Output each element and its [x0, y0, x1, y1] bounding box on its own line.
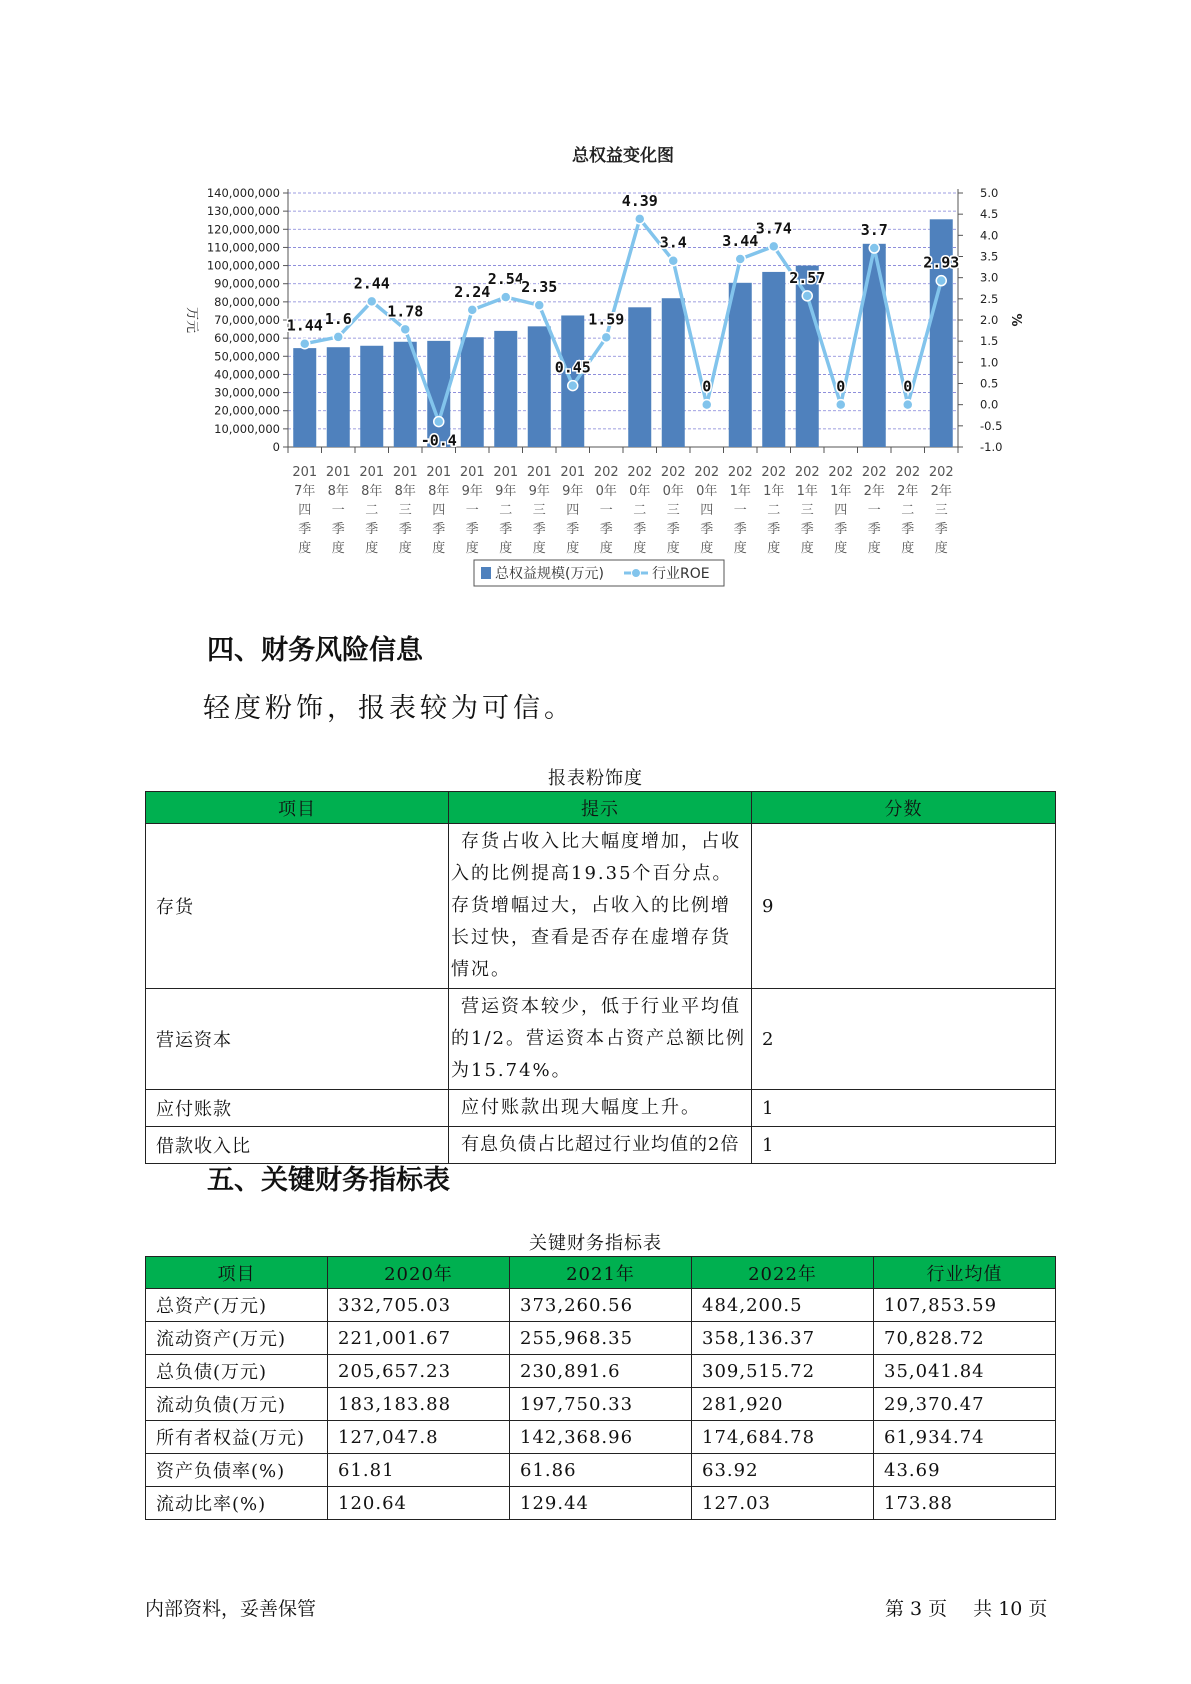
roe-data-label: 4.39: [621, 191, 658, 210]
x-tick-label: 0年: [595, 484, 617, 499]
x-tick-label: 度: [901, 541, 915, 556]
roe-point: [702, 400, 712, 410]
x-tick-label: 一: [331, 503, 345, 518]
x-tick-label: 季: [767, 522, 781, 537]
x-tick-label: 202: [861, 465, 887, 480]
page-mid: 页: [928, 1598, 948, 1620]
x-tick-label: 三: [532, 503, 546, 518]
metric-value: 63.92: [692, 1454, 874, 1487]
x-tick-label: 四: [432, 503, 446, 518]
x-tick-label: 度: [499, 541, 513, 556]
x-tick-label: 度: [767, 541, 781, 556]
x-tick-label: 201: [459, 465, 485, 480]
col-header-2022: 2022年: [692, 1257, 874, 1289]
x-tick-label: 1年: [830, 484, 852, 499]
bar: [863, 244, 886, 447]
y-tick-label: 50,000,000: [214, 349, 280, 364]
metric-name: 资产负债率(%): [146, 1454, 328, 1487]
roe-data-label: 0.45: [554, 358, 591, 377]
metric-value: 197,750.33: [510, 1388, 692, 1421]
roe-data-label: 3.4: [659, 233, 687, 252]
y2-tick-label: 3.0: [980, 270, 999, 285]
roe-data-label: 1.78: [387, 302, 424, 321]
x-tick-label: 季: [432, 522, 446, 537]
bar: [293, 348, 316, 447]
col-header-2020: 2020年: [328, 1257, 510, 1289]
table1-caption: 报表粉饰度: [548, 768, 643, 789]
metric-value: 309,515.72: [692, 1355, 874, 1388]
row-item: 借款收入比: [146, 1127, 449, 1164]
roe-point: [501, 292, 511, 302]
x-tick-label: 1年: [729, 484, 751, 499]
roe-data-label: 3.44: [722, 232, 759, 251]
risk-summary: 轻度粉饰，报表较为可信。: [203, 693, 575, 724]
roe-data-label: 2.24: [454, 282, 491, 301]
x-tick-label: 度: [934, 541, 948, 556]
x-tick-label: 度: [867, 541, 881, 556]
bar: [327, 347, 350, 447]
x-tick-label: 度: [532, 541, 546, 556]
row-hint: 有息负债占比超过行业均值的2倍: [449, 1127, 752, 1164]
bar: [762, 272, 785, 447]
x-tick-label: 季: [901, 522, 915, 537]
y2-tick-label: 3.5: [980, 249, 999, 264]
roe-data-label: 2.57: [789, 268, 826, 287]
total-suffix: 页: [1028, 1598, 1048, 1620]
x-tick-label: 四: [298, 503, 312, 518]
metric-value: 43.69: [874, 1454, 1056, 1487]
y2-tick-label: 1.5: [980, 334, 999, 349]
roe-point: [601, 332, 611, 342]
x-tick-label: 季: [465, 522, 479, 537]
y-tick-label: 70,000,000: [214, 313, 280, 327]
x-tick-label: 201: [526, 465, 552, 480]
x-tick-label: 202: [794, 465, 820, 480]
table-row: [146, 1090, 1056, 1127]
col-header-hint: 提示: [449, 792, 752, 824]
metric-value: 230,891.6: [510, 1355, 692, 1388]
x-tick-label: 度: [432, 541, 446, 556]
x-tick-label: 度: [800, 541, 814, 556]
y-tick-label: 90,000,000: [214, 276, 280, 291]
x-tick-label: 季: [733, 522, 747, 537]
y-axis-label: 万元: [184, 306, 199, 334]
x-tick-label: 度: [599, 541, 613, 556]
roe-data-label: -0.4: [420, 431, 457, 450]
x-tick-label: 度: [398, 541, 412, 556]
y-tick-label: 40,000,000: [214, 367, 280, 382]
x-tick-label: 三: [800, 503, 814, 518]
x-tick-label: 三: [398, 503, 412, 518]
metric-value: 61.81: [328, 1454, 510, 1487]
legend-bar-label: 总权益规模(万元): [495, 566, 604, 582]
metric-value: 255,968.35: [510, 1322, 692, 1355]
x-tick-label: 8年: [327, 484, 349, 499]
metric-name: 总负债(万元): [146, 1355, 328, 1388]
x-tick-label: 季: [331, 522, 345, 537]
x-tick-label: 202: [928, 465, 954, 480]
x-tick-label: 2年: [897, 484, 919, 499]
y2-tick-label: 4.5: [980, 207, 999, 222]
metric-value: 70,828.72: [874, 1322, 1056, 1355]
roe-data-label: 1.6: [324, 309, 352, 328]
page-prefix: 第: [885, 1598, 905, 1620]
metric-value: 120.64: [328, 1487, 510, 1520]
x-tick-label: 度: [666, 541, 680, 556]
x-tick-label: 9年: [528, 484, 550, 499]
x-tick-label: 0年: [696, 484, 718, 499]
y-tick-label: 10,000,000: [214, 421, 280, 436]
y-tick-label: 100,000,000: [206, 258, 280, 273]
y-tick-label: 110,000,000: [206, 240, 280, 255]
table-row: [146, 1289, 1056, 1322]
x-tick-label: 202: [828, 465, 854, 480]
roe-point: [936, 276, 946, 286]
row-item: 营运资本: [146, 989, 449, 1090]
roe-data-label: 2.44: [353, 274, 390, 293]
row-score: 1: [752, 1127, 1056, 1164]
x-tick-label: 9年: [495, 484, 517, 499]
y2-tick-label: 0.5: [980, 376, 999, 391]
metric-name: 总资产(万元): [146, 1289, 328, 1322]
roe-point: [668, 256, 678, 266]
y2-tick-label: 2.0: [980, 313, 999, 327]
table-row: [146, 1355, 1056, 1388]
x-tick-label: 2年: [863, 484, 885, 499]
metric-value: 61,934.74: [874, 1421, 1056, 1454]
x-tick-label: 度: [733, 541, 747, 556]
x-tick-label: 四: [566, 503, 580, 518]
x-tick-label: 二: [901, 503, 915, 518]
metric-value: 174,684.78: [692, 1421, 874, 1454]
metric-value: 35,041.84: [874, 1355, 1056, 1388]
section5-heading: 五、关键财务指标表: [207, 1165, 450, 1196]
total-num: 10: [998, 1598, 1023, 1620]
roe-data-label: 2.35: [521, 278, 558, 297]
y-tick-label: 130,000,000: [206, 204, 280, 219]
x-tick-label: 度: [465, 541, 479, 556]
x-tick-label: 季: [800, 522, 814, 537]
x-tick-label: 二: [499, 503, 513, 518]
y-tick-label: 0: [272, 440, 280, 454]
x-tick-label: 季: [599, 522, 613, 537]
y2-tick-label: -1.0: [980, 440, 1003, 454]
y2-tick-label: 4.0: [980, 228, 999, 243]
col-header-score: 分数: [752, 792, 1056, 824]
x-tick-label: 度: [633, 541, 647, 556]
table-row: [146, 1454, 1056, 1487]
y-tick-label: 80,000,000: [214, 294, 280, 309]
page-num: 3: [910, 1598, 923, 1620]
x-tick-label: 三: [666, 503, 680, 518]
roe-data-label: 0: [702, 377, 712, 396]
col-header-item: 项目: [146, 792, 449, 824]
row-hint: 营运资本较少，低于行业平均值的1/2。营运资本占资产总额比例为15.74%。: [449, 989, 752, 1090]
x-tick-label: 0年: [662, 484, 684, 499]
x-tick-label: 201: [292, 465, 318, 480]
x-tick-label: 季: [365, 522, 379, 537]
roe-point: [333, 332, 343, 342]
roe-point: [467, 305, 477, 315]
y2-tick-label: -0.5: [980, 418, 1003, 433]
x-tick-label: 季: [700, 522, 714, 537]
y-tick-label: 120,000,000: [206, 222, 280, 237]
metric-name: 所有者权益(万元): [146, 1421, 328, 1454]
metric-value: 127,047.8: [328, 1421, 510, 1454]
x-tick-label: 9年: [562, 484, 584, 499]
table-row: [146, 1421, 1056, 1454]
roe-point: [568, 381, 578, 391]
chart-title: 总权益变化图: [572, 146, 674, 166]
x-tick-label: 8年: [361, 484, 383, 499]
metric-value: 358,136.37: [692, 1322, 874, 1355]
x-tick-label: 三: [934, 503, 948, 518]
row-score: 1: [752, 1090, 1056, 1127]
metric-name: 流动资产(万元): [146, 1322, 328, 1355]
table-row: [146, 1388, 1056, 1421]
table-row: [146, 824, 1056, 989]
roe-point: [400, 324, 410, 334]
x-tick-label: 2年: [930, 484, 952, 499]
equity-chart: [0, 0, 1191, 600]
roe-data-label: 0: [836, 377, 846, 396]
metric-value: 373,260.56: [510, 1289, 692, 1322]
roe-point: [903, 400, 913, 410]
x-tick-label: 度: [298, 541, 312, 556]
row-item: 应付账款: [146, 1090, 449, 1127]
metric-value: 29,370.47: [874, 1388, 1056, 1421]
x-tick-label: 1年: [796, 484, 818, 499]
metric-value: 142,368.96: [510, 1421, 692, 1454]
roe-data-label: 2.93: [923, 253, 960, 272]
x-tick-label: 度: [365, 541, 379, 556]
x-tick-label: 202: [694, 465, 720, 480]
bar: [662, 298, 685, 447]
x-tick-label: 季: [834, 522, 848, 537]
table-row: [146, 1322, 1056, 1355]
y-tick-label: 30,000,000: [214, 385, 280, 400]
roe-point: [300, 339, 310, 349]
y-tick-label: 20,000,000: [214, 403, 280, 418]
x-tick-label: 度: [834, 541, 848, 556]
bar: [628, 307, 651, 447]
roe-point: [367, 296, 377, 306]
roe-point: [802, 291, 812, 301]
y2-tick-label: 2.5: [980, 291, 999, 306]
x-tick-label: 202: [761, 465, 787, 480]
x-tick-label: 201: [426, 465, 452, 480]
roe-data-label: 1.59: [588, 310, 625, 329]
x-tick-label: 202: [593, 465, 619, 480]
col-header-item: 项目: [146, 1257, 328, 1289]
bar: [528, 326, 551, 447]
x-tick-label: 1年: [763, 484, 785, 499]
x-tick-label: 8年: [394, 484, 416, 499]
roe-data-label: 3.7: [860, 221, 888, 240]
x-tick-label: 季: [398, 522, 412, 537]
x-tick-label: 201: [493, 465, 519, 480]
row-item: 存货: [146, 824, 449, 989]
legend-line-label: 行业ROE: [652, 566, 710, 582]
x-tick-label: 二: [767, 503, 781, 518]
table2-caption: 关键财务指标表: [529, 1233, 662, 1254]
x-tick-label: 季: [867, 522, 881, 537]
col-header-2021: 2021年: [510, 1257, 692, 1289]
row-score: 9: [752, 824, 1056, 989]
x-tick-label: 一: [733, 503, 747, 518]
x-tick-label: 季: [566, 522, 580, 537]
roe-point: [769, 241, 779, 251]
x-tick-label: 202: [627, 465, 653, 480]
x-tick-label: 201: [359, 465, 385, 480]
legend-bar-swatch: [481, 567, 491, 579]
roe-data-label: 3.74: [755, 219, 792, 238]
x-tick-label: 一: [867, 503, 881, 518]
x-tick-label: 季: [499, 522, 513, 537]
x-tick-label: 9年: [461, 484, 483, 499]
roe-point: [534, 300, 544, 310]
row-hint: 存货占收入比大幅度增加，占收入的比例提高19.35个百分点。存货增幅过大，占收入的比例增长过快，查看是否存在虚增存货情况。: [449, 824, 752, 989]
metric-value: 129.44: [510, 1487, 692, 1520]
metric-value: 484,200.5: [692, 1289, 874, 1322]
x-tick-label: 8年: [428, 484, 450, 499]
bar: [494, 331, 517, 447]
row-score: 2: [752, 989, 1056, 1090]
x-tick-label: 201: [560, 465, 586, 480]
bar: [360, 346, 383, 447]
table-row: [146, 989, 1056, 1090]
x-tick-label: 202: [727, 465, 753, 480]
x-tick-label: 度: [566, 541, 580, 556]
bar: [461, 337, 484, 447]
metric-value: 205,657.23: [328, 1355, 510, 1388]
x-tick-label: 度: [700, 541, 714, 556]
metric-value: 183,183.88: [328, 1388, 510, 1421]
x-tick-label: 202: [660, 465, 686, 480]
metric-value: 173.88: [874, 1487, 1056, 1520]
total-prefix: 共: [973, 1598, 993, 1620]
metric-value: 281,920: [692, 1388, 874, 1421]
x-tick-label: 度: [331, 541, 345, 556]
y2-tick-label: 1.0: [980, 355, 999, 370]
x-tick-label: 四: [700, 503, 714, 518]
roe-data-label: 2.54: [487, 270, 524, 289]
table-row: [146, 1487, 1056, 1520]
y2-tick-label: 0.0: [980, 397, 999, 412]
page-number: [885, 1594, 1053, 1621]
y-tick-label: 60,000,000: [214, 331, 280, 346]
roe-point: [434, 417, 444, 427]
x-tick-label: 季: [666, 522, 680, 537]
legend-line-marker: [632, 569, 641, 578]
metric-value: 221,001.67: [328, 1322, 510, 1355]
x-tick-label: 季: [934, 522, 948, 537]
bar: [729, 283, 752, 447]
roe-point: [635, 214, 645, 224]
row-hint: 应付账款出现大幅度上升。: [449, 1090, 752, 1127]
x-tick-label: 202: [895, 465, 921, 480]
x-tick-label: 一: [465, 503, 479, 518]
metric-name: 流动比率(%): [146, 1487, 328, 1520]
metric-value: 332,705.03: [328, 1289, 510, 1322]
metric-value: 107,853.59: [874, 1289, 1056, 1322]
x-tick-label: 201: [392, 465, 418, 480]
bar: [394, 342, 417, 447]
x-tick-label: 季: [633, 522, 647, 537]
x-tick-label: 季: [298, 522, 312, 537]
x-tick-label: 201: [325, 465, 351, 480]
whitewash-table: [145, 791, 1056, 1164]
roe-data-label: 0: [903, 377, 913, 396]
y2-axis-label: %: [1008, 313, 1023, 327]
roe-point: [836, 400, 846, 410]
y2-tick-label: 5.0: [980, 186, 999, 200]
x-tick-label: 二: [365, 503, 379, 518]
footer-confidential: 内部资料，妥善保管: [145, 1598, 317, 1620]
x-tick-label: 0年: [629, 484, 651, 499]
roe-point: [869, 243, 879, 253]
x-tick-label: 二: [633, 503, 647, 518]
metric-name: 流动负债(万元): [146, 1388, 328, 1421]
section4-heading: 四、财务风险信息: [207, 635, 423, 666]
x-tick-label: 一: [599, 503, 613, 518]
col-header-industry-avg: 行业均值: [874, 1257, 1056, 1289]
x-tick-label: 季: [532, 522, 546, 537]
key-metrics-table: [145, 1256, 1056, 1520]
x-tick-label: 7年: [294, 484, 316, 499]
roe-point: [735, 254, 745, 264]
x-tick-label: 四: [834, 503, 848, 518]
y-tick-label: 140,000,000: [206, 186, 280, 200]
roe-data-label: 1.44: [286, 316, 323, 335]
metric-value: 61.86: [510, 1454, 692, 1487]
metric-value: 127.03: [692, 1487, 874, 1520]
